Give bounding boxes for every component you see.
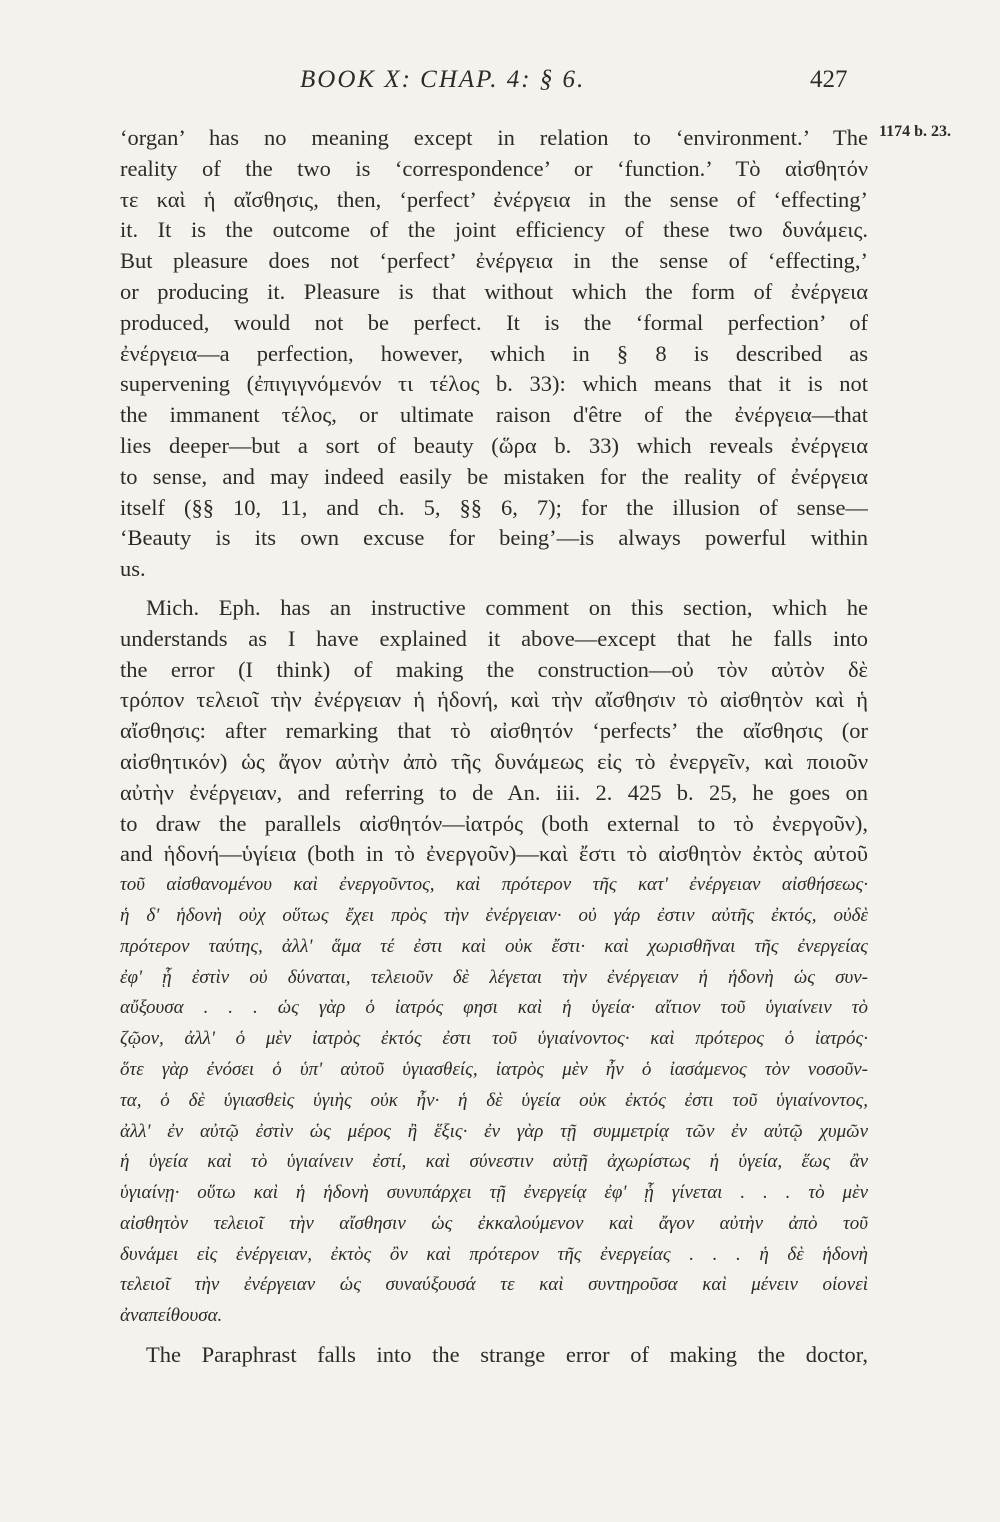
paragraph-2 (120, 593, 868, 870)
paragraph-1 (120, 123, 868, 585)
text-line: to sense, and may indeed easily be mistaken for the reality of ἐνέργεια (120, 463, 868, 489)
text-line: Mich. Eph. has an instructive comment on this section, which he (146, 594, 868, 620)
text-line: τρόπον τελειοῖ τὴν ἐνέργειαν ἡ ἡδονή, καὶ τὴν αἴσθησιν τὸ αἰσθητὸν καὶ ἡ (120, 687, 868, 713)
page-header (0, 66, 1000, 106)
text-line: supervening (ἐπιγιγνόμενόν τι τέλος b. 33): which means that it is not (120, 371, 868, 397)
paragraph-gap (120, 585, 868, 593)
text-line: and ἡδονή—ὑγίεια (both in τὸ ἐνεργοῦν)—καὶ ἔστι τὸ αἰσθητὸν ἐκτὸς αὐτοῦ (120, 841, 868, 867)
page-number: 427 (810, 66, 848, 93)
quote-line: τελειοῖ τὴν ἐνέργειαν ὡς συναύξουσά τε καὶ συντηροῦσα καὶ μένειν οἱονεὶ (120, 1274, 868, 1296)
text-line: lies deeper—but a sort of beauty (ὥρα b. 33) which reveals ἐνέργεια (120, 432, 868, 458)
text-line: to draw the parallels αἰσθητόν—ἰατρός (both external to τὸ ἐνεργοῦν), (120, 810, 868, 836)
text-line: ἐνέργεια—a perfection, however, which in § 8 is described as (120, 340, 868, 366)
text-line: ‘organ’ has no meaning except in relation to ‘environment.’ The (120, 125, 868, 150)
quote-line: ἀναπείθουσα. (120, 1305, 223, 1327)
text-line: αὐτὴν ἐνέργειαν, and referring to de An. iii. 2. 425 b. 25, he goes on (120, 779, 868, 805)
running-head: BOOK X: CHAP. 4: § 6. (300, 66, 586, 93)
text-line: us. (120, 556, 146, 582)
text-line: ‘Beauty is its own excuse for being’—is always powerful within (120, 525, 868, 551)
text-line: understands as I have explained it above—except that he falls into (120, 625, 868, 651)
quote-line: ὅτε γὰρ ἐνόσει ὁ ὑπ' αὐτοῦ ὑγιασθείς, ἰατρὸς μὲν ἦν ὁ ἰασάμενος τὸν νοσοῦν- (120, 1058, 868, 1080)
text-line: the immanent τέλος, or ultimate raison d'être of the ἐνέργεια—that (120, 402, 868, 428)
quote-line: τοῦ αἰσθανομένου καὶ ἐνεργοῦντος, καὶ πρότερον τῆς κατ' ἐνέργειαν αἰσθήσεως· (120, 874, 868, 896)
text-line: reality of the two is ‘correspondence’ or ‘function.’ Τὸ αἰσθητόν (120, 155, 868, 181)
quote-line: ὑγιαίνῃ· οὕτω καὶ ἡ ἡδονὴ συνυπάρχει τῇ ἐνεργείᾳ ἐφ' ᾗ γίνεται . . . τὸ μὲν (120, 1182, 868, 1204)
text-line: αἴσθησις: after remarking that τὸ αἰσθητόν ‘perfects’ the αἴσθησις (or (120, 718, 868, 744)
quote-line: αὔξουσα . . . ὡς γὰρ ὁ ἰατρός φησι καὶ ἡ ὑγεία· αἴτιον τοῦ ὑγιαίνειν τὸ (120, 997, 868, 1019)
page-body (120, 123, 868, 1371)
quote-line: πρότερον ταύτης, ἀλλ' ἅμα τέ ἐστι καὶ οὐκ ἔστι· καὶ χωρισθῆναι τῆς ἐνεργείας (120, 935, 868, 957)
quote-line: δυνάμει εἰς ἐνέργειαν, ἐκτὸς ὂν καὶ πρότερον τῆς ἐνεργείας . . . ἡ δὲ ἡδονὴ (120, 1243, 868, 1265)
quote-line: τα, ὁ δὲ ὑγιασθεὶς ὑγιὴς οὐκ ἦν· ἡ δὲ ὑγεία οὐκ ἐκτός ἐστι τοῦ ὑγιαίνοντος, (120, 1089, 868, 1111)
text-line: αἰσθητικόν) ὡς ἄγον αὐτὴν ἀπὸ τῆς δυνάμεως εἰς τὸ ἐνεργεῖν, καὶ ποιοῦν (120, 748, 868, 774)
text-line: it. It is the outcome of the joint efficiency of these two δυνάμεις. (120, 217, 868, 243)
quote-line: ἐφ' ᾗ ἐστὶν οὐ δύναται, τελειοῦν δὲ λέγεται τὴν ἐνέργειαν ἡ ἡδονὴ ὡς συν- (120, 966, 868, 988)
quote-line: ζῷον, ἀλλ' ὁ μὲν ἰατρὸς ἐκτός ἐστι τοῦ ὑγιαίνοντος· καὶ πρότερος ὁ ἰατρός· (120, 1028, 868, 1050)
text-line: itself (§§ 10, 11, and ch. 5, §§ 6, 7); for the illusion of sense— (120, 494, 868, 520)
text-line: produced, would not be perfect. It is the ‘formal perfection’ of (120, 309, 868, 335)
greek-quotation (120, 870, 868, 1332)
text-line: τε καὶ ἡ αἴσθησις, then, ‘perfect’ ἐνέργεια in the sense of ‘effecting’ (120, 186, 868, 212)
quote-line: αἰσθητὸν τελειοῖ τὴν αἴσθησιν ὡς ἐκκαλούμενον καὶ ἄγον αὐτὴν ἀπὸ τοῦ (120, 1212, 868, 1234)
quote-line: ἡ δ' ἡδονὴ οὐχ οὕτως ἔχει πρὸς τὴν ἐνέργειαν· οὐ γάρ ἐστιν αὐτῆς ἐκτός, οὐδὲ (120, 904, 868, 926)
paragraph-gap (120, 1332, 868, 1340)
text-line: or producing it. Pleasure is that without which the form of ἐνέργεια (120, 278, 868, 304)
text-line: The Paraphrast falls into the strange error of making the doctor, (146, 1342, 868, 1368)
quote-line: ἀλλ' ἐν αὐτῷ ἐστὶν ὡς μέρος ἢ ἕξις· ἐν γὰρ τῇ συμμετρίᾳ τῶν ἐν αὐτῷ χυμῶν (120, 1120, 868, 1142)
margin-reference: 1174 b. 23. (879, 123, 952, 140)
text-line: the error (I think) of making the construction—οὐ τὸν αὐτὸν δὲ (120, 656, 868, 682)
quote-line: ἡ ὑγεία καὶ τὸ ὑγιαίνειν ἐστί, καὶ σύνεστιν αὐτῇ ἀχωρίστως ἡ ὑγεία, ἕως ἂν (120, 1151, 868, 1173)
text-line: But pleasure does not ‘perfect’ ἐνέργεια in the sense of ‘effecting,’ (120, 248, 868, 274)
paragraph-3 (120, 1340, 868, 1371)
